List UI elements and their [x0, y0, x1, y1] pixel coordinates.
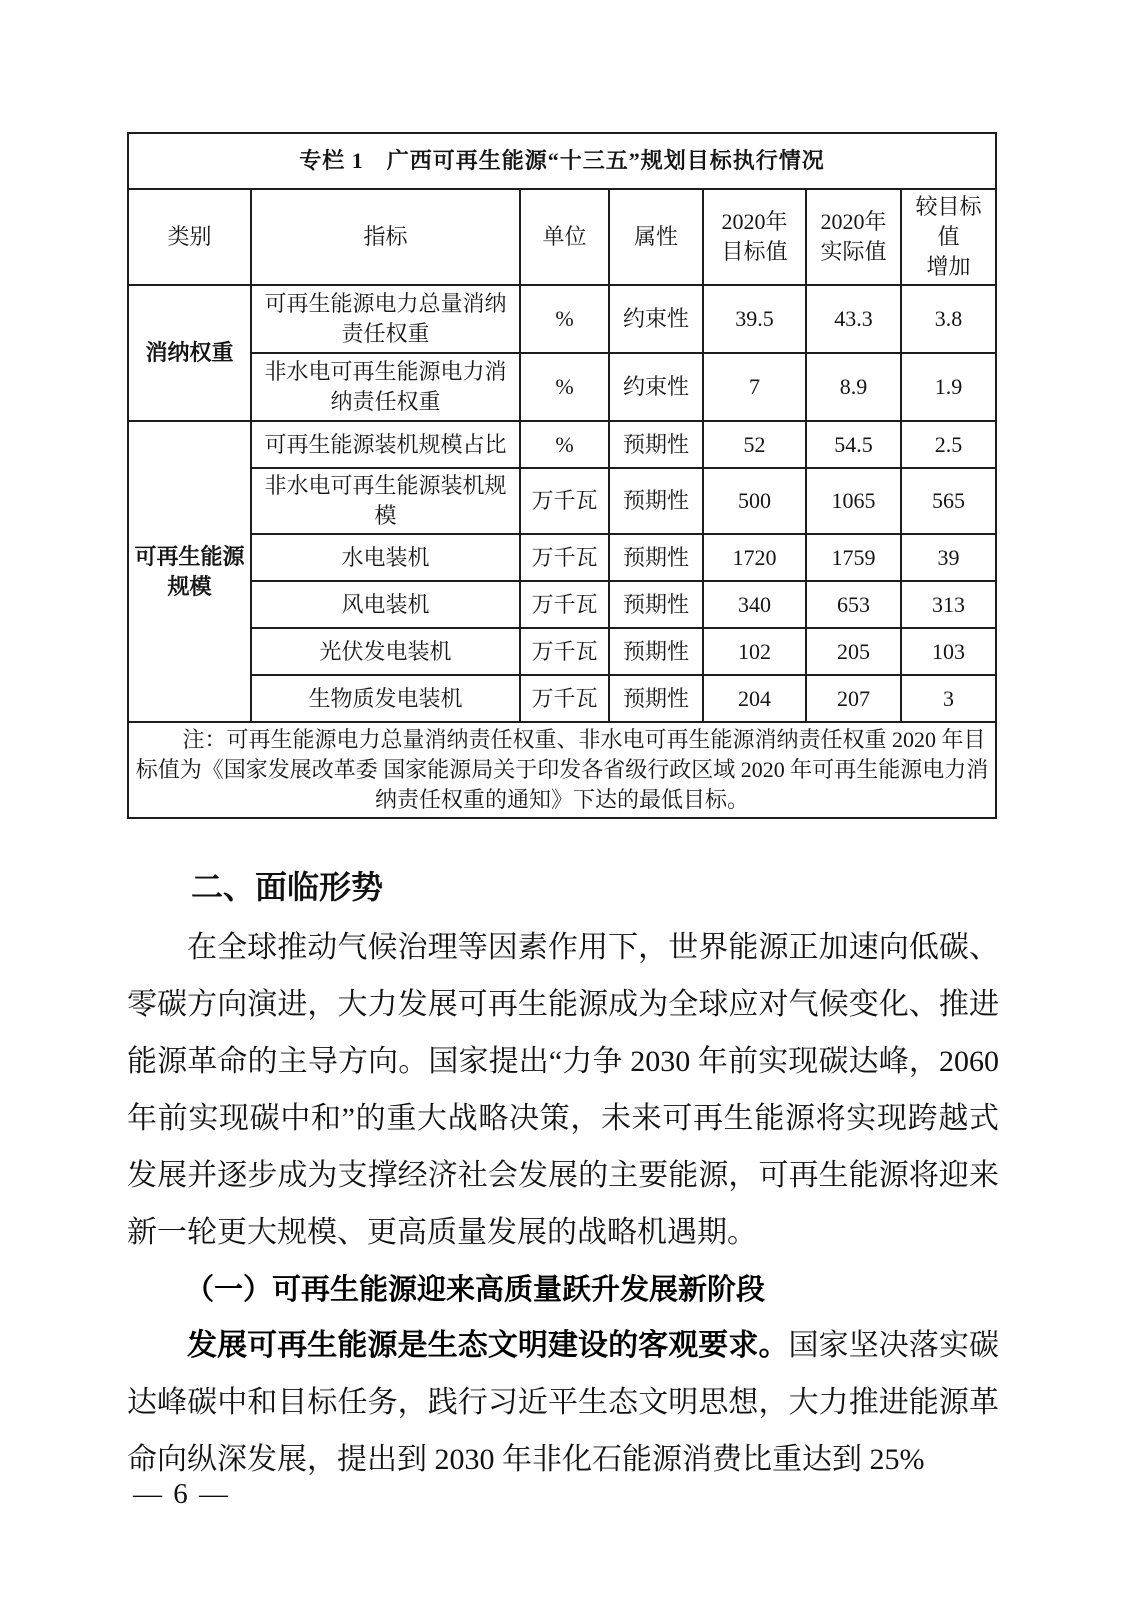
cell-target-2020: 39.5: [703, 285, 806, 353]
cell-indicator: 光伏发电装机: [251, 628, 520, 675]
paragraph: 在全球推动气候治理等因素作用下，世界能源正加速向低碳、零碳方向演进，大力发展可再生能源成为全球应对气候变化、推进能源革命的主导方向。国家提出“力争 2030 年前实现碳达峰，2060 年前实现碳中和”的重大战略决策，未来可再生能源将实现跨越式发展并逐步成为支撑经济社会发展的主要能源，可再生能源将迎来新一轮更大规模、更高质量发展的战略机遇期。: [127, 931, 999, 1249]
cell-unit: %: [520, 421, 609, 468]
cell-increase: 103: [901, 628, 996, 675]
cell-target-2020: 1720: [703, 534, 806, 581]
subsection-heading: （一）可再生能源迎来高质量跃升发展新阶段: [185, 1274, 766, 1306]
header-line: 增加: [926, 254, 971, 279]
cell-increase: 3.8: [901, 285, 996, 353]
cell-attribute: 预期性: [609, 534, 703, 581]
cell-unit: %: [520, 353, 609, 421]
cell-unit: %: [520, 285, 609, 353]
table-title-row: [128, 133, 996, 189]
header-line: 2020年: [820, 209, 887, 234]
cell-indicator: 非水电可再生能源电力消纳责任权重: [251, 353, 520, 421]
cell-category: 消纳权重: [128, 285, 251, 421]
cell-target-2020: 102: [703, 628, 806, 675]
cell-indicator: 可再生能源电力总量消纳责任权重: [251, 285, 520, 353]
cell-attribute: 预期性: [609, 628, 703, 675]
cell-attribute: 预期性: [609, 468, 703, 534]
cell-indicator: 可再生能源装机规模占比: [251, 421, 520, 468]
cell-actual-2020: 43.3: [806, 285, 901, 353]
paragraph-lead: 发展可再生能源是生态文明建设的客观要求。: [187, 1329, 789, 1362]
cell-actual-2020: 8.9: [806, 353, 901, 421]
cell-target-2020: 7: [703, 353, 806, 421]
cell-indicator: 非水电可再生能源装机规模: [251, 468, 520, 534]
header-line: 较目标值: [915, 194, 982, 249]
cell-unit: 万千瓦: [520, 675, 609, 722]
table-row: [128, 675, 996, 722]
table-title: 专栏 1 广西可再生能源“十三五”规划目标执行情况: [128, 133, 996, 189]
column-header-increase: [901, 189, 996, 285]
cell-actual-2020: 1065: [806, 468, 901, 534]
table-row: [128, 421, 996, 468]
cell-attribute: 约束性: [609, 285, 703, 353]
cell-increase: 3: [901, 675, 996, 722]
cell-increase: 313: [901, 581, 996, 628]
cell-increase: 39: [901, 534, 996, 581]
table-header-row: [128, 189, 996, 285]
cell-attribute: 约束性: [609, 353, 703, 421]
cell-increase: 2.5: [901, 421, 996, 468]
table-note-row: [128, 722, 996, 818]
cell-unit: 万千瓦: [520, 581, 609, 628]
table-row: [128, 353, 996, 421]
cell-unit: 万千瓦: [520, 468, 609, 534]
cell-category: 可再生能源规模: [128, 421, 251, 722]
page-content: [127, 132, 999, 1488]
section-heading: 二、面临形势: [191, 869, 384, 905]
column-header-attribute: 属性: [609, 189, 703, 285]
paragraph: [127, 1317, 999, 1488]
cell-increase: 1.9: [901, 353, 996, 421]
cell-actual-2020: 207: [806, 675, 901, 722]
cell-actual-2020: 1759: [806, 534, 901, 581]
cell-unit: 万千瓦: [520, 628, 609, 675]
paragraph-text: 国家坚决落实碳达峰碳中和目标任务，践行习近平生态文明思想，大力推进能源革命向纵深发展，提出到 2030 年非化石能源消费比重达到 25%: [127, 1329, 1000, 1476]
table-row: [128, 468, 996, 534]
cell-indicator: 生物质发电装机: [251, 675, 520, 722]
cell-actual-2020: 653: [806, 581, 901, 628]
column-header-indicator: 指标: [251, 189, 520, 285]
header-line: 2020年: [721, 209, 788, 234]
column-header-target-2020: [703, 189, 806, 285]
cell-attribute: 预期性: [609, 421, 703, 468]
cell-target-2020: 500: [703, 468, 806, 534]
cell-indicator: 风电装机: [251, 581, 520, 628]
cell-increase: 565: [901, 468, 996, 534]
cell-attribute: 预期性: [609, 581, 703, 628]
table-row: [128, 534, 996, 581]
column-header-unit: 单位: [520, 189, 609, 285]
table-row: [128, 628, 996, 675]
cell-indicator: 水电装机: [251, 534, 520, 581]
cell-attribute: 预期性: [609, 675, 703, 722]
column-header-category: 类别: [128, 189, 251, 285]
cell-actual-2020: 205: [806, 628, 901, 675]
cell-unit: 万千瓦: [520, 534, 609, 581]
page-number: — 6 —: [133, 1478, 230, 1510]
cell-actual-2020: 54.5: [806, 421, 901, 468]
header-line: 目标值: [721, 239, 788, 264]
cell-target-2020: 340: [703, 581, 806, 628]
cell-target-2020: 204: [703, 675, 806, 722]
cell-target-2020: 52: [703, 421, 806, 468]
header-line: 实际值: [820, 239, 887, 264]
target-execution-table: [127, 132, 997, 819]
table-note: 注：可再生能源电力总量消纳责任权重、非水电可再生能源消纳责任权重 2020 年目标值为《国家发展改革委 国家能源局关于印发各省级行政区域 2020 年可再生能源电力消纳责任权重的通知》下达的最低目标。: [128, 722, 996, 818]
table-row: [128, 581, 996, 628]
table-row: [128, 285, 996, 353]
column-header-actual-2020: [806, 189, 901, 285]
